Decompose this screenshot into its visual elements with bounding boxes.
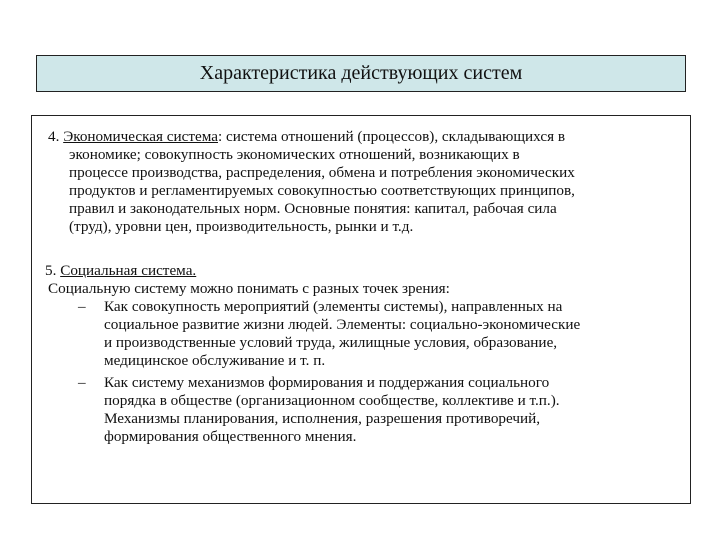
bullet-line: Механизмы планирования, исполнения, разрешения противоречий, xyxy=(104,410,541,427)
section-4-first-line xyxy=(48,128,565,146)
section-4-line: процессе производства, распределения, обмена и потребления экономических xyxy=(69,164,575,181)
bullet-line: Как систему механизмов формирования и поддержания социального xyxy=(104,374,550,391)
bullet-dash: – xyxy=(78,298,86,315)
bullet-dash: – xyxy=(78,374,86,391)
section-4-line: продуктов и регламентируемых совокупностью соответствующих принципов, xyxy=(69,182,575,199)
section-4-line: экономике; совокупность экономических отношений, возникающих в xyxy=(69,146,520,163)
bullet-line: формирования общественного мнения. xyxy=(104,428,357,445)
section-4-heading: Экономическая система xyxy=(63,128,218,145)
bullet-line: и производственные условий труда, жилищные условия, образование, xyxy=(104,334,558,351)
section-5-heading-line xyxy=(45,262,196,280)
slide-title: Характеристика действующих систем xyxy=(36,55,686,92)
section-4-text: : система отношений (процессов), складывающихся в xyxy=(218,128,566,145)
section-4-number: 4. xyxy=(48,128,60,145)
section-5-number: 5. xyxy=(45,262,57,279)
bullet-line: порядка в обществе (организационном сообществе, коллективе и т.п.). xyxy=(104,392,560,409)
section-4-line: (труд), уровни цен, производительность, рынки и т.д. xyxy=(69,218,414,235)
section-4-line: правил и законодательных норм. Основные понятия: капитал, рабочая сила xyxy=(69,200,557,217)
bullet-line: медицинское обслуживание и т. п. xyxy=(104,352,326,369)
bullet-line: Как совокупность мероприятий (элементы системы), направленных на xyxy=(104,298,563,315)
section-5-intro: Социальную систему можно понимать с разных точек зрения: xyxy=(48,280,450,297)
content-box xyxy=(31,115,691,504)
section-5-heading: Социальная система. xyxy=(60,262,197,279)
bullet-line: социальное развитие жизни людей. Элементы: социально-экономические xyxy=(104,316,581,333)
